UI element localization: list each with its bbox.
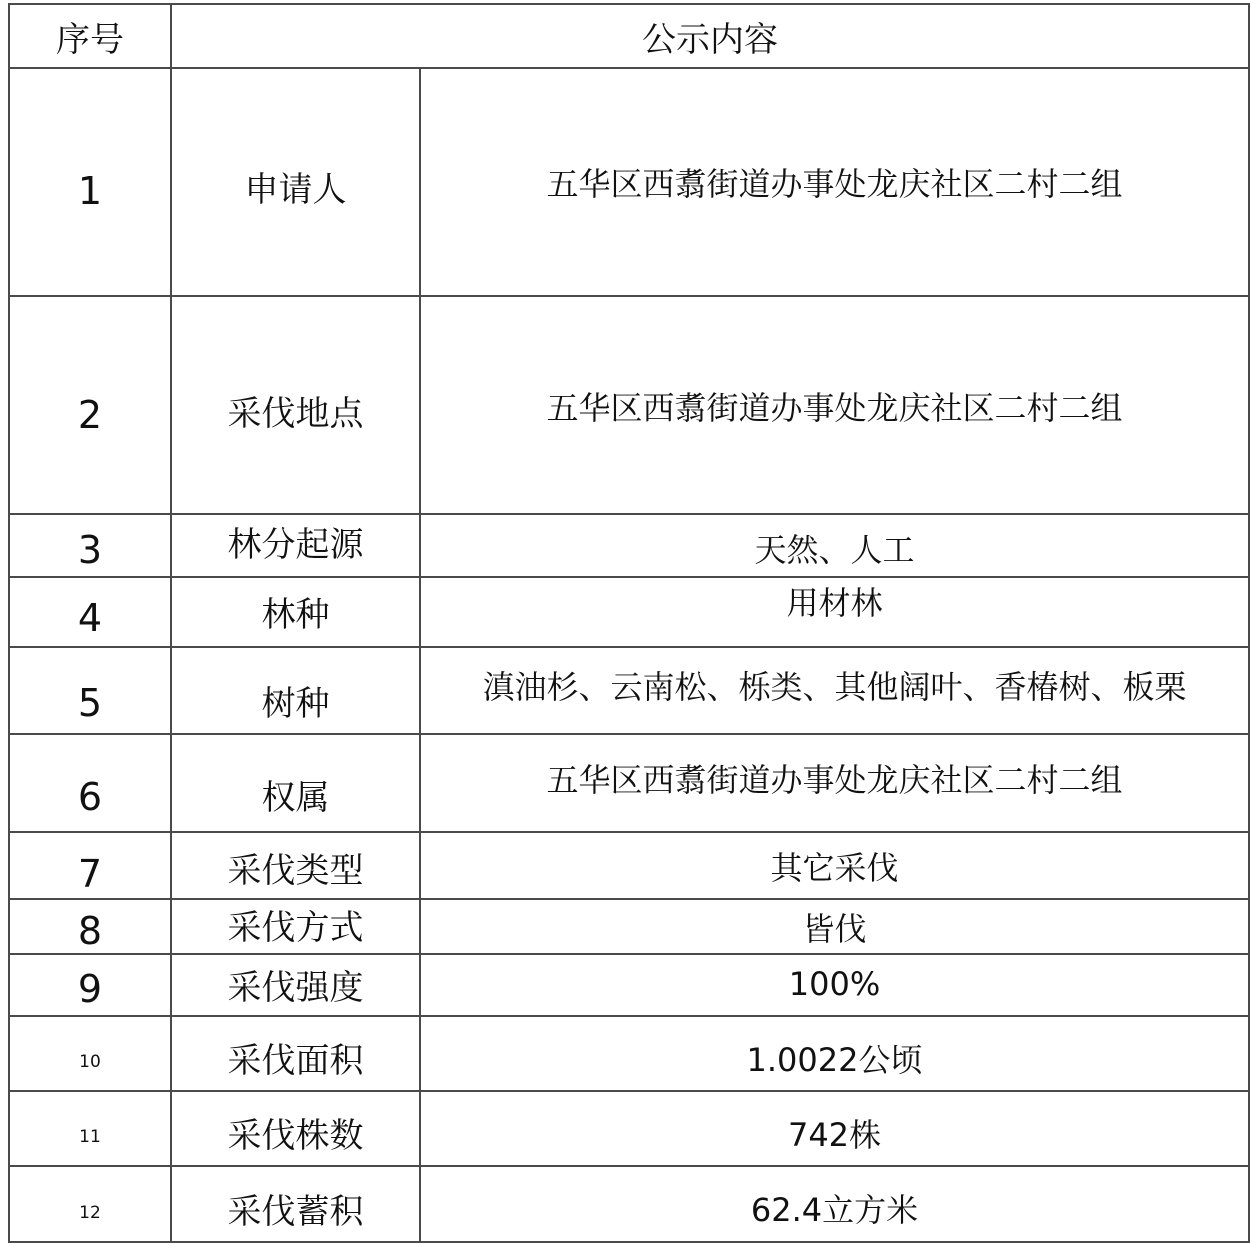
table-row: [9, 296, 1249, 514]
row-value: 滇油杉、云南松、栎类、其他阔叶、香椿树、板栗: [420, 647, 1249, 734]
row-number: 11: [9, 1091, 171, 1166]
row-number: 8: [9, 899, 171, 954]
row-label: 树种: [171, 647, 420, 734]
table-row: [9, 832, 1249, 899]
row-number: 4: [9, 577, 171, 647]
row-label: 采伐方式: [171, 899, 420, 954]
row-value: 用材林: [420, 577, 1249, 647]
row-value: 1.0022公顷: [420, 1016, 1249, 1091]
table-row: [9, 899, 1249, 954]
row-label: 林分起源: [171, 514, 420, 577]
row-number: 10: [9, 1016, 171, 1091]
header-number: 序号: [9, 4, 171, 68]
row-label: 申请人: [171, 68, 420, 296]
row-label: 权属: [171, 734, 420, 832]
row-label: 采伐株数: [171, 1091, 420, 1166]
row-value: 62.4立方米: [420, 1166, 1249, 1242]
table-row: [9, 1166, 1249, 1242]
row-value: 100%: [420, 954, 1249, 1016]
row-number: 3: [9, 514, 171, 577]
table-row: [9, 734, 1249, 832]
row-value: 五华区西翥街道办事处龙庆社区二村二组: [420, 734, 1249, 832]
table-header-row: [9, 4, 1249, 68]
header-content: 公示内容: [171, 4, 1249, 68]
row-value: 皆伐: [420, 899, 1249, 954]
row-label: 采伐强度: [171, 954, 420, 1016]
table-row: [9, 68, 1249, 296]
table-row: [9, 1091, 1249, 1166]
row-label: 采伐面积: [171, 1016, 420, 1091]
row-label: 采伐地点: [171, 296, 420, 514]
row-number: 7: [9, 832, 171, 899]
row-label: 采伐类型: [171, 832, 420, 899]
public-notice-table: [8, 3, 1250, 1243]
row-label: 林种: [171, 577, 420, 647]
table-row: [9, 1016, 1249, 1091]
row-number: 6: [9, 734, 171, 832]
row-number: 2: [9, 296, 171, 514]
table-row: [9, 647, 1249, 734]
row-value: 五华区西翥街道办事处龙庆社区二村二组: [420, 68, 1249, 296]
table-row: [9, 954, 1249, 1016]
table-row: [9, 577, 1249, 647]
row-value: 五华区西翥街道办事处龙庆社区二村二组: [420, 296, 1249, 514]
row-number: 1: [9, 68, 171, 296]
row-value: 742株: [420, 1091, 1249, 1166]
table-row: [9, 514, 1249, 577]
row-value: 其它采伐: [420, 832, 1249, 899]
row-label: 采伐蓄积: [171, 1166, 420, 1242]
row-number: 9: [9, 954, 171, 1016]
row-number: 12: [9, 1166, 171, 1242]
row-number: 5: [9, 647, 171, 734]
row-value: 天然、人工: [420, 514, 1249, 577]
